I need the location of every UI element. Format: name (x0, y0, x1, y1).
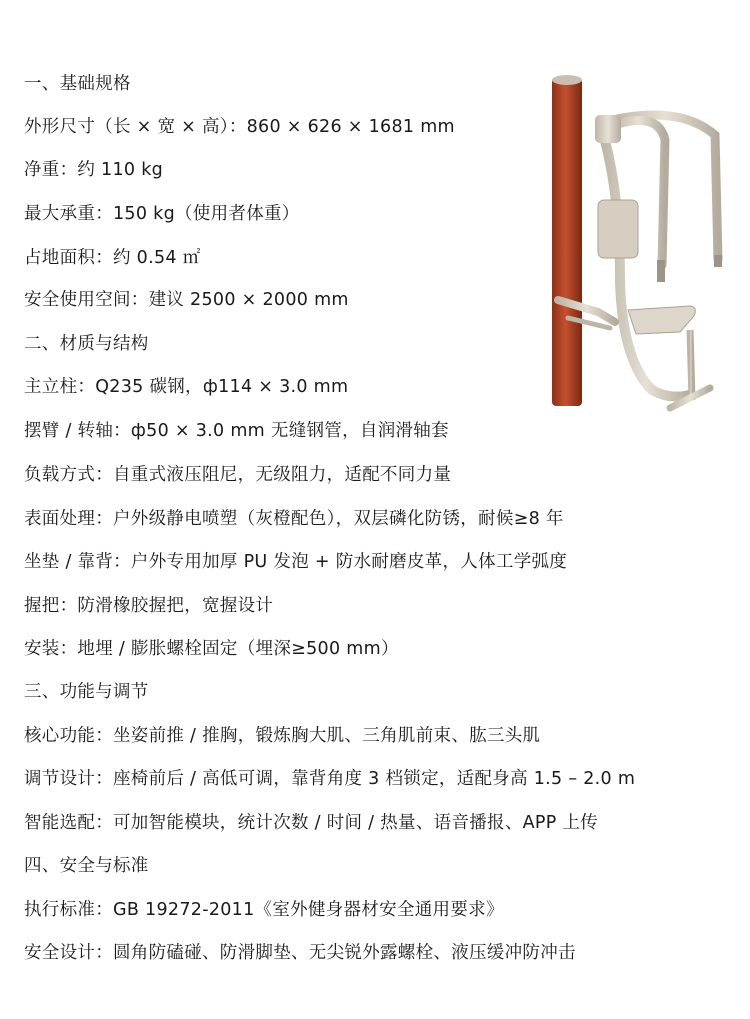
spec-swing-arm: 摆臂 / 转轴：ф50 × 3.0 mm 无缝钢管，自润滑轴套 (24, 421, 449, 441)
heading-safety: 四、安全与标准 (24, 856, 149, 876)
spec-safety-design: 安全设计：圆角防磕碰、防滑脚垫、无尖锐外露螺栓、液压缓冲防冲击 (24, 943, 576, 963)
spec-seat-back: 坐垫 / 靠背：户外专用加厚 PU 发泡 + 防水耐磨皮革，人体工学弧度 (24, 552, 568, 572)
spec-standard: 执行标准：GB 19272-2011《室外健身器材安全通用要求》 (24, 900, 504, 920)
spec-net-weight: 净重：约 110 kg (24, 160, 164, 180)
heading-basic-specs: 一、基础规格 (24, 74, 131, 94)
spec-load-method: 负载方式：自重式液压阻尼，无级阻力，适配不同力量 (24, 465, 452, 485)
spec-safety-space: 安全使用空间：建议 2500 × 2000 mm (24, 290, 349, 310)
spec-max-load: 最大承重：150 kg（使用者体重） (24, 204, 300, 224)
heading-function: 三、功能与调节 (24, 682, 149, 702)
spec-grip: 握把：防滑橡胶握把，宽握设计 (24, 596, 274, 616)
spec-floor-area: 占地面积：约 0.54 ㎡ (24, 248, 201, 268)
chest-press-machine-illustration (540, 60, 740, 440)
spec-surface: 表面处理：户外级静电喷塑（灰橙配色），双层磷化防锈，耐候≥8 年 (24, 509, 564, 529)
spec-smart-option: 智能选配：可加智能模块，统计次数 / 时间 / 热量、语音播报、APP 上传 (24, 813, 599, 833)
heading-material: 二、材质与结构 (24, 334, 149, 354)
spec-dimensions: 外形尺寸（长 × 宽 × 高）：860 × 626 × 1681 mm (24, 117, 455, 137)
spec-core-function: 核心功能：坐姿前推 / 推胸，锻炼胸大肌、三角肌前束、肱三头肌 (24, 726, 541, 746)
spec-main-post: 主立柱：Q235 碳钢，ф114 × 3.0 mm (24, 377, 349, 397)
spec-adjustment: 调节设计：座椅前后 / 高低可调，靠背角度 3 档锁定，适配身高 1.5 – 2.0 m (24, 769, 636, 789)
spec-install: 安装：地埋 / 膨胀螺栓固定（埋深≥500 mm） (24, 639, 399, 659)
